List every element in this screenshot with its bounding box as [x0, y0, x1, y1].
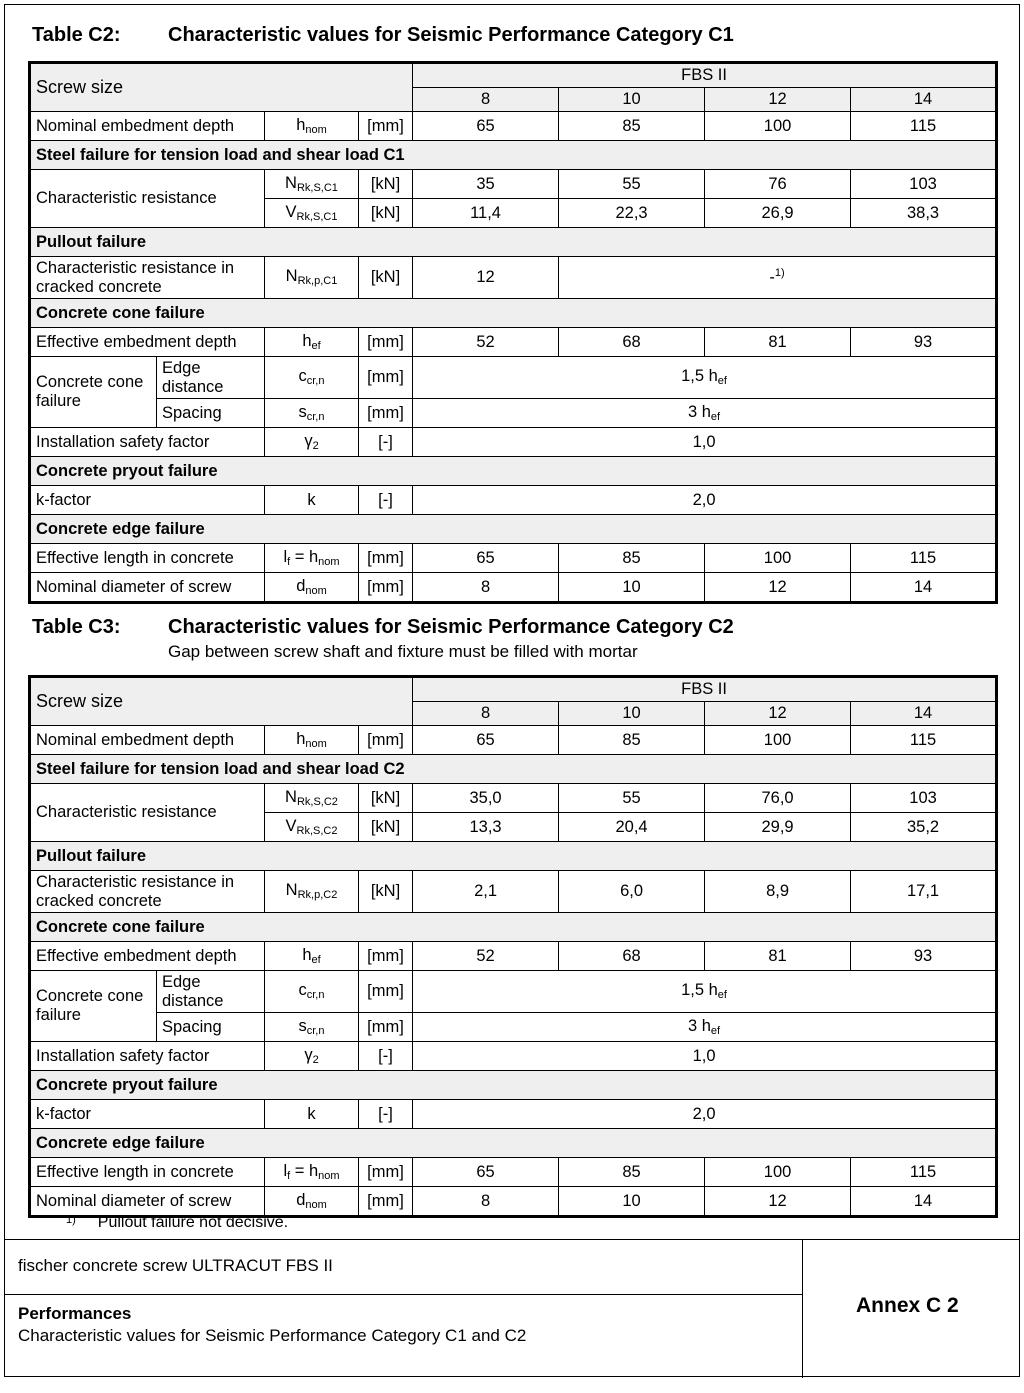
- d-val: 10: [559, 573, 705, 602]
- ccf-label: Concrete cone failure: [31, 357, 157, 428]
- isf-label: Installation safety factor: [31, 1042, 265, 1071]
- screw-size-header: Screw size: [31, 64, 413, 112]
- lf-symbol: $l_f = h_{nom}$: [265, 1158, 359, 1187]
- pryout-section: Concrete pryout failure: [31, 457, 996, 486]
- hef-val: 68: [559, 328, 705, 357]
- d-val: 14: [851, 573, 996, 602]
- ccr-val: 1,5 $h_{ef}$: [413, 357, 996, 399]
- v-val: 35,2: [851, 813, 996, 842]
- emb-val: 85: [559, 726, 705, 755]
- table-c3-label: Table C3:: [32, 616, 121, 638]
- isf-val: 1,0: [413, 1042, 996, 1071]
- v-val: 13,3: [413, 813, 559, 842]
- scr-symbol: $s_{cr,n}$: [265, 1013, 359, 1042]
- k-unit: [-]: [359, 1100, 413, 1129]
- ccr-symbol: $c_{cr,n}$: [265, 357, 359, 399]
- np-val-rest: -$^{1)}$: [559, 257, 996, 299]
- k-unit: [-]: [359, 486, 413, 515]
- d-val: 12: [705, 573, 851, 602]
- size-8: 8: [413, 88, 559, 112]
- isf-val: 1,0: [413, 428, 996, 457]
- size-10: 10: [559, 88, 705, 112]
- np-val: 17,1: [851, 871, 996, 913]
- hef-symbol: $h_{ef}$: [265, 942, 359, 971]
- d-label: Nominal diameter of screw: [31, 1187, 265, 1216]
- n-val: 35,0: [413, 784, 559, 813]
- edge-label: Edge distance: [157, 971, 265, 1013]
- edge-section: Concrete edge failure: [31, 515, 996, 544]
- v-symbol: $V_{Rk,S,C2}$: [265, 813, 359, 842]
- hef-val: 52: [413, 328, 559, 357]
- isf-symbol: $\gamma_2$: [265, 428, 359, 457]
- hef-unit: [mm]: [359, 328, 413, 357]
- lf-val: 65: [413, 1158, 559, 1187]
- v-val: 20,4: [559, 813, 705, 842]
- table-c3-caption: [32, 616, 734, 639]
- k-symbol: k: [265, 486, 359, 515]
- hef-val: 81: [705, 328, 851, 357]
- table-c2-title: Characteristic values for Seismic Performance Category C1: [168, 24, 734, 46]
- isf-unit: [-]: [359, 1042, 413, 1071]
- n-symbol: $N_{Rk,S,C2}$: [265, 784, 359, 813]
- pullout-section: Pullout failure: [31, 842, 996, 871]
- lf-val: 100: [705, 1158, 851, 1187]
- n-unit: [kN]: [359, 170, 413, 199]
- pullout-label: Characteristic resistance in cracked concrete: [31, 871, 265, 913]
- lf-val: 85: [559, 544, 705, 573]
- emb-val: 100: [705, 726, 851, 755]
- lf-label: Effective length in concrete: [31, 1158, 265, 1187]
- cone-section: Concrete cone failure: [31, 299, 996, 328]
- hef-val: 93: [851, 328, 996, 357]
- hef-label: Effective embedment depth: [31, 328, 265, 357]
- size-14: 14: [851, 88, 996, 112]
- title-block-vertical-divider: [802, 1240, 803, 1378]
- lf-unit: [mm]: [359, 1158, 413, 1187]
- product-line: fischer concrete screw ULTRACUT FBS II: [18, 1256, 333, 1275]
- hef-val: 68: [559, 942, 705, 971]
- hef-label: Effective embedment depth: [31, 942, 265, 971]
- steel-section: Steel failure for tension load and shear load C1: [31, 141, 996, 170]
- emb-val: 65: [413, 112, 559, 141]
- d-unit: [mm]: [359, 1187, 413, 1216]
- pullout-label: Characteristic resistance in cracked concrete: [31, 257, 265, 299]
- table-c3: [30, 677, 996, 1216]
- size-14: 14: [851, 702, 996, 726]
- spacing-label: Spacing: [157, 399, 265, 428]
- v-symbol: $V_{Rk,S,C1}$: [265, 199, 359, 228]
- hef-val: 52: [413, 942, 559, 971]
- d-val: 14: [851, 1187, 996, 1216]
- ccf-label: Concrete cone failure: [31, 971, 157, 1042]
- k-symbol: k: [265, 1100, 359, 1129]
- pryout-section: Concrete pryout failure: [31, 1071, 996, 1100]
- table-c2: [30, 63, 996, 602]
- section-title: Performances: [18, 1304, 132, 1323]
- lf-val: 85: [559, 1158, 705, 1187]
- char-res-label: Characteristic resistance: [31, 170, 265, 228]
- scr-symbol: $s_{cr,n}$: [265, 399, 359, 428]
- edge-section: Concrete edge failure: [31, 1129, 996, 1158]
- v-unit: [kN]: [359, 813, 413, 842]
- char-res-label: Characteristic resistance: [31, 784, 265, 842]
- table-c2-label: Table C2:: [32, 24, 121, 46]
- n-val: 76: [705, 170, 851, 199]
- scr-val: 3 $h_{ef}$: [413, 1013, 996, 1042]
- np-val: 12: [413, 257, 559, 299]
- emb-val: 115: [851, 112, 996, 141]
- title-block-divider: [4, 1294, 802, 1295]
- steel-section: Steel failure for tension load and shear load C2: [31, 755, 996, 784]
- emb-val: 85: [559, 112, 705, 141]
- v-unit: [kN]: [359, 199, 413, 228]
- lf-val: 65: [413, 544, 559, 573]
- product-header: FBS II: [413, 64, 996, 88]
- emb-label: Nominal embedment depth: [31, 726, 265, 755]
- ccr-unit: [mm]: [359, 357, 413, 399]
- emb-label: Nominal embedment depth: [31, 112, 265, 141]
- d-val: 8: [413, 1187, 559, 1216]
- section-description: Characteristic values for Seismic Performance Category C1 and C2: [18, 1326, 527, 1345]
- hef-symbol: $h_{ef}$: [265, 328, 359, 357]
- emb-unit: [mm]: [359, 112, 413, 141]
- size-12: 12: [705, 702, 851, 726]
- table-c3-title: Characteristic values for Seismic Performance Category C2: [168, 616, 734, 638]
- lf-val: 115: [851, 1158, 996, 1187]
- hef-val: 81: [705, 942, 851, 971]
- annex-label: Annex C 2: [856, 1294, 959, 1317]
- n-val: 76,0: [705, 784, 851, 813]
- n-unit: [kN]: [359, 784, 413, 813]
- size-10: 10: [559, 702, 705, 726]
- ccr-symbol: $c_{cr,n}$: [265, 971, 359, 1013]
- spacing-label: Spacing: [157, 1013, 265, 1042]
- hef-unit: [mm]: [359, 942, 413, 971]
- hef-val: 93: [851, 942, 996, 971]
- isf-label: Installation safety factor: [31, 428, 265, 457]
- screw-size-header: Screw size: [31, 678, 413, 726]
- isf-symbol: $\gamma_2$: [265, 1042, 359, 1071]
- pullout-section: Pullout failure: [31, 228, 996, 257]
- k-val: 2,0: [413, 486, 996, 515]
- np-val: 2,1: [413, 871, 559, 913]
- lf-label: Effective length in concrete: [31, 544, 265, 573]
- emb-unit: [mm]: [359, 726, 413, 755]
- table-c2-caption: [32, 24, 734, 47]
- ccr-val: 1,5 $h_{ef}$: [413, 971, 996, 1013]
- scr-unit: [mm]: [359, 1013, 413, 1042]
- d-label: Nominal diameter of screw: [31, 573, 265, 602]
- emb-symbol: $h_{nom}$: [265, 112, 359, 141]
- d-symbol: $d_{nom}$: [265, 1187, 359, 1216]
- emb-val: 65: [413, 726, 559, 755]
- lf-val: 100: [705, 544, 851, 573]
- edge-label: Edge distance: [157, 357, 265, 399]
- np-val: 6,0: [559, 871, 705, 913]
- n-symbol: $N_{Rk,S,C1}$: [265, 170, 359, 199]
- table-c3-subtitle: Gap between screw shaft and fixture must be filled with mortar: [168, 642, 638, 661]
- d-val: 12: [705, 1187, 851, 1216]
- isf-unit: [-]: [359, 428, 413, 457]
- product-header: FBS II: [413, 678, 996, 702]
- footnote-text: Pullout failure not decisive.: [97, 1214, 289, 1231]
- n-val: 55: [559, 784, 705, 813]
- np-unit: [kN]: [359, 257, 413, 299]
- cone-section: Concrete cone failure: [31, 913, 996, 942]
- np-unit: [kN]: [359, 871, 413, 913]
- n-val: 103: [851, 784, 996, 813]
- v-val: 26,9: [705, 199, 851, 228]
- emb-symbol: $h_{nom}$: [265, 726, 359, 755]
- footnote-mark: 1): [66, 1214, 76, 1226]
- np-val: 8,9: [705, 871, 851, 913]
- scr-val: 3 $h_{ef}$: [413, 399, 996, 428]
- v-val: 29,9: [705, 813, 851, 842]
- ccr-unit: [mm]: [359, 971, 413, 1013]
- footnote: [66, 1214, 288, 1232]
- n-val: 35: [413, 170, 559, 199]
- lf-unit: [mm]: [359, 544, 413, 573]
- v-val: 38,3: [851, 199, 996, 228]
- k-label: k-factor: [31, 1100, 265, 1129]
- d-unit: [mm]: [359, 573, 413, 602]
- n-val: 103: [851, 170, 996, 199]
- lf-val: 115: [851, 544, 996, 573]
- k-val: 2,0: [413, 1100, 996, 1129]
- lf-symbol: $l_f = h_{nom}$: [265, 544, 359, 573]
- size-12: 12: [705, 88, 851, 112]
- d-symbol: $d_{nom}$: [265, 573, 359, 602]
- np-symbol: $N_{Rk,p,C1}$: [265, 257, 359, 299]
- title-block: [4, 1239, 1020, 1378]
- v-val: 11,4: [413, 199, 559, 228]
- emb-val: 115: [851, 726, 996, 755]
- d-val: 8: [413, 573, 559, 602]
- d-val: 10: [559, 1187, 705, 1216]
- k-label: k-factor: [31, 486, 265, 515]
- v-val: 22,3: [559, 199, 705, 228]
- np-symbol: $N_{Rk,p,C2}$: [265, 871, 359, 913]
- scr-unit: [mm]: [359, 399, 413, 428]
- emb-val: 100: [705, 112, 851, 141]
- n-val: 55: [559, 170, 705, 199]
- size-8: 8: [413, 702, 559, 726]
